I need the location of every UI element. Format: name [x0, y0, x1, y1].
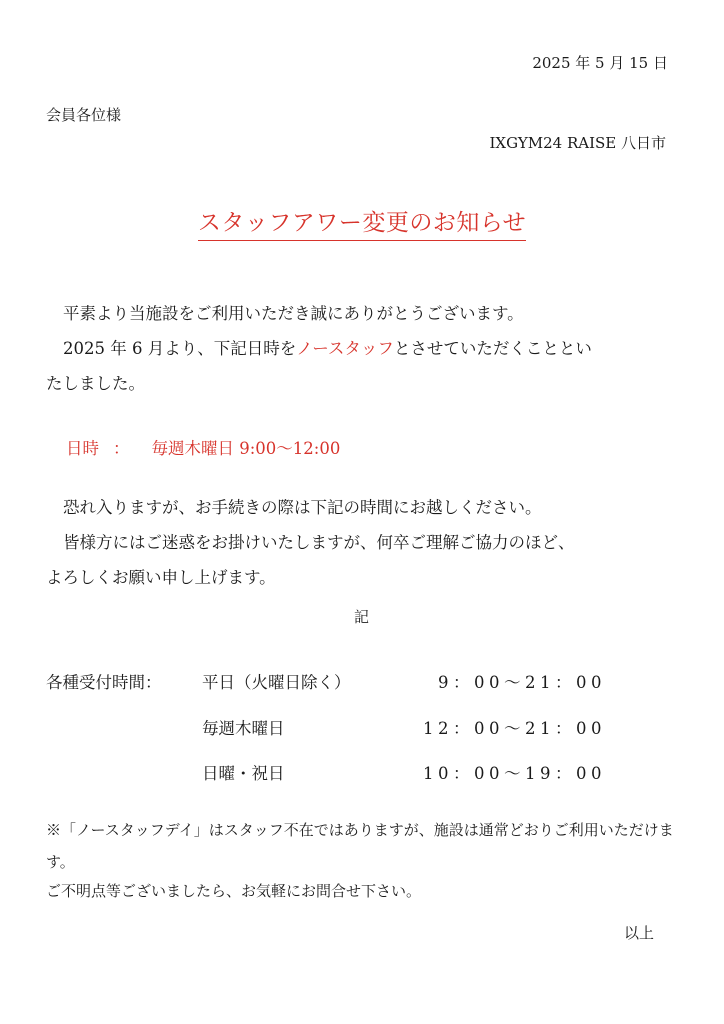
hours-row-holiday-time: 10：00～19：00	[423, 764, 606, 783]
ki-marker: 記	[354, 608, 370, 626]
intro-line-2	[46, 331, 674, 366]
notice-date: 2025 年 5 月 15 日	[532, 54, 668, 72]
intro-paragraph	[46, 296, 674, 401]
hours-row-weekday-time: 9：00～21：00	[438, 673, 606, 692]
request-line-2-text: 皆様方にはご迷惑をお掛けいたしますが、何卒ご理解ご協力のほど、	[63, 533, 575, 552]
intro-line-2-pre: 2025 年 6 月より、下記日時を	[63, 339, 297, 358]
hours-row-holiday-name: 日曜・祝日	[202, 764, 285, 783]
request-line-3: よろしくお願い申し上げます。	[46, 568, 276, 587]
title-container	[0, 204, 724, 241]
request-paragraph	[46, 490, 674, 595]
intro-line-1-text: 平素より当施設をご利用いただき誠にありがとうございます。	[63, 304, 524, 323]
notice-title: スタッフアワー変更のお知らせ	[198, 204, 526, 241]
intro-line-3: たしました。	[46, 374, 145, 393]
addressee: 会員各位様	[46, 106, 122, 124]
request-line-2	[46, 525, 674, 560]
no-staff-highlight: ノースタッフ	[296, 339, 394, 358]
intro-line-2-post: とさせていただくこととい	[393, 339, 592, 358]
hours-row-thursday-name: 毎週木曜日	[202, 719, 285, 738]
schedule-value: 毎週木曜日 9:00～12:00	[151, 439, 341, 458]
intro-line-1	[46, 296, 674, 331]
hours-row-weekday-name: 平日（火曜日除く）	[202, 673, 351, 692]
hours-row-thursday-time: 12：00～21：00	[423, 719, 606, 738]
hours-label: 各種受付時間：	[46, 673, 162, 692]
sender-name: IXGYM24 RAISE 八日市	[489, 134, 666, 152]
schedule-colon: ：	[113, 439, 130, 458]
schedule-line	[66, 435, 340, 459]
contact-text: ご不明点等ございましたら、お気軽にお問合せ下さい。	[46, 882, 422, 900]
request-line-1-text: 恐れ入りますが、お手続きの際は下記の時間にお越しください。	[63, 498, 542, 517]
schedule-label: 日時	[66, 439, 99, 458]
closing-mark: 以上	[623, 924, 654, 942]
note-text: ※「ノースタッフデイ」はスタッフ不在ではありますが、施設は通常どおりご利用いただけます。	[46, 821, 674, 871]
request-line-1	[46, 490, 674, 525]
